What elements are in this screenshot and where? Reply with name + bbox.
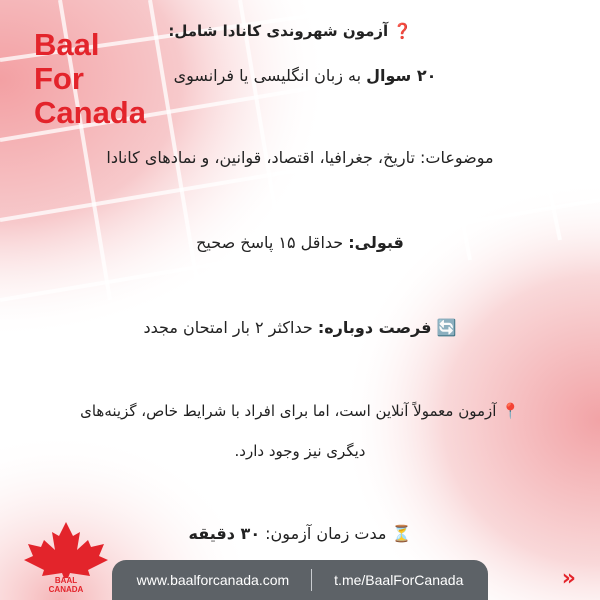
- questions-line: [160, 66, 450, 85]
- leaf-label-1: BAAL: [54, 576, 78, 585]
- telegram-link[interactable]: t.me/BaalForCanada: [334, 572, 464, 588]
- website-link[interactable]: www.baalforcanada.com: [136, 572, 290, 588]
- logo-line-1: Baal: [34, 27, 100, 62]
- logo-line-3: Canada: [34, 95, 146, 130]
- pass-value: حداقل ۱۵ پاسخ صحیح: [196, 233, 349, 252]
- hourglass-icon: ⏳: [391, 524, 412, 543]
- duration-value: ۳۰ دقیقه: [188, 524, 261, 543]
- question-icon: ❓: [392, 22, 412, 40]
- next-arrow-icon[interactable]: »: [561, 566, 576, 591]
- repeat-icon: 🔄: [436, 318, 457, 337]
- title-text: آزمون شهروندی کانادا شامل:: [168, 22, 389, 40]
- duration-label: مدت زمان آزمون:: [260, 524, 387, 543]
- retry-line: [140, 318, 460, 337]
- online-line-1: [50, 402, 550, 420]
- retry-value: حداکثر ۲ بار امتحان مجدد: [143, 318, 318, 337]
- questions-count: ۲۰ سوال: [366, 66, 437, 85]
- online-text-1: آزمون معمولاً آنلاین است، اما برای افراد با شرایط خاص، گزینه‌های: [80, 402, 497, 420]
- footer-divider: [311, 569, 312, 591]
- topics-line: موضوعات: تاریخ، جغرافیا، اقتصاد، قوانین، و نمادهای کانادا: [106, 148, 494, 167]
- logo-line-2: For: [34, 61, 84, 96]
- leaf-label: [18, 576, 114, 594]
- maple-leaf-icon: [18, 520, 114, 578]
- questions-language: به زبان انگلیسی یا فرانسوی: [173, 66, 367, 85]
- online-line-2: دیگری نیز وجود دارد.: [234, 442, 366, 460]
- title-line: [150, 22, 430, 40]
- duration-line: [170, 524, 430, 543]
- pass-line: [180, 233, 420, 252]
- pin-icon: 📍: [501, 402, 520, 420]
- retry-label: فرصت دوباره:: [317, 318, 432, 337]
- footer-bar: [112, 560, 488, 600]
- pass-label: قبولی:: [348, 233, 404, 252]
- maple-leaf-logo: [18, 520, 114, 600]
- leaf-label-2: CANADA: [48, 585, 84, 594]
